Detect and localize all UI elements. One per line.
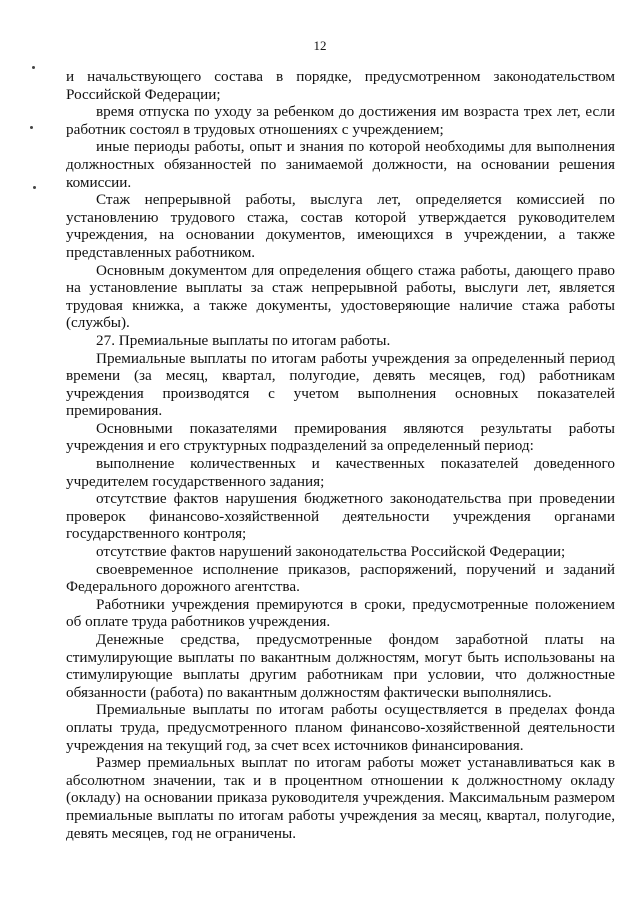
paragraph: время отпуска по уходу за ребенком до достижения им возраста трех лет, если работник состоял в трудовых отношениях с учреждением; (66, 103, 615, 138)
list-item: выполнение количественных и качественных показателей доведенного учредителем государственного задания; (66, 455, 615, 490)
paragraph: Работники учреждения премируются в сроки, предусмотренные положением об оплате труда работников учреждения. (66, 595, 615, 631)
paragraph: Стаж непрерывной работы, выслуга лет, определяется комиссией по установлению трудового стажа, состав которой утверждается руководителем учреждения, на основании документов, имеющихся в учреждении, а также представленных работником. (66, 191, 615, 261)
margin-mark (30, 126, 33, 129)
paragraph: Денежные средства, предусмотренные фондом заработной платы на стимулирующие выплаты по вакантным должностям, могут быть использованы на стимулирующие выплаты другим работникам при условии, что должностные обязанности (работа) по вакантным должностям фактически выполнялись. (66, 631, 615, 701)
list-item: отсутствие фактов нарушений законодательства Российской Федерации; (96, 543, 566, 561)
paragraph: Размер премиальных выплат по итогам работы может устанавливаться как в абсолютном значении, так и в процентном отношении к должностному окладу (окладу) на основании приказа руководителя учреждения. Максимальным размером премиальные выплаты по итогам работы учреждения за месяц, квартал, полугодие, девять месяцев, год не ограничены. (66, 754, 615, 842)
page-number: 12 (313, 38, 327, 53)
paragraph: Основным документом для определения общего стажа работы, дающего право на установление выплаты за стаж непрерывной работы, выслуги лет, является трудовая книжка, а также документы, удостоверяющие наличие стажа работы (службы). (66, 261, 615, 332)
list-item: своевременное исполнение приказов, распоряжений, поручений и заданий Федерального дорожного агентства. (66, 560, 615, 596)
paragraph: Премиальные выплаты по итогам работы учреждения за определенный период времени (за месяц, квартал, полугодие, девять месяцев, год) работникам учреждения производятся с учетом выполнения основных показателей премирования. (66, 349, 615, 420)
paragraph: Основными показателями премирования являются результаты работы учреждения и его структурных подразделений за определенный период: (66, 419, 615, 455)
paragraph: и начальствующего состава в порядке, предусмотренном законодательством Российской Федерации; (66, 68, 615, 103)
paragraph: Премиальные выплаты по итогам работы осуществляется в пределах фонда оплаты труда, предусмотренного планом финансово-хозяйственной деятельности учреждения на текущий год, за счет всех источников финансирования. (66, 701, 615, 754)
margin-mark (33, 186, 36, 189)
document-body (66, 68, 615, 842)
list-item: отсутствие фактов нарушения бюджетного законодательства при проведении проверок финансово-хозяйственной деятельности учреждения органами государственного контроля; (66, 490, 615, 543)
paragraph: иные периоды работы, опыт и знания по которой необходимы для выполнения должностных обязанностей по занимаемой должности, на основании решения комиссии. (66, 138, 615, 191)
section-heading: 27. Премиальные выплаты по итогам работы. (96, 331, 391, 349)
margin-mark (32, 66, 35, 69)
